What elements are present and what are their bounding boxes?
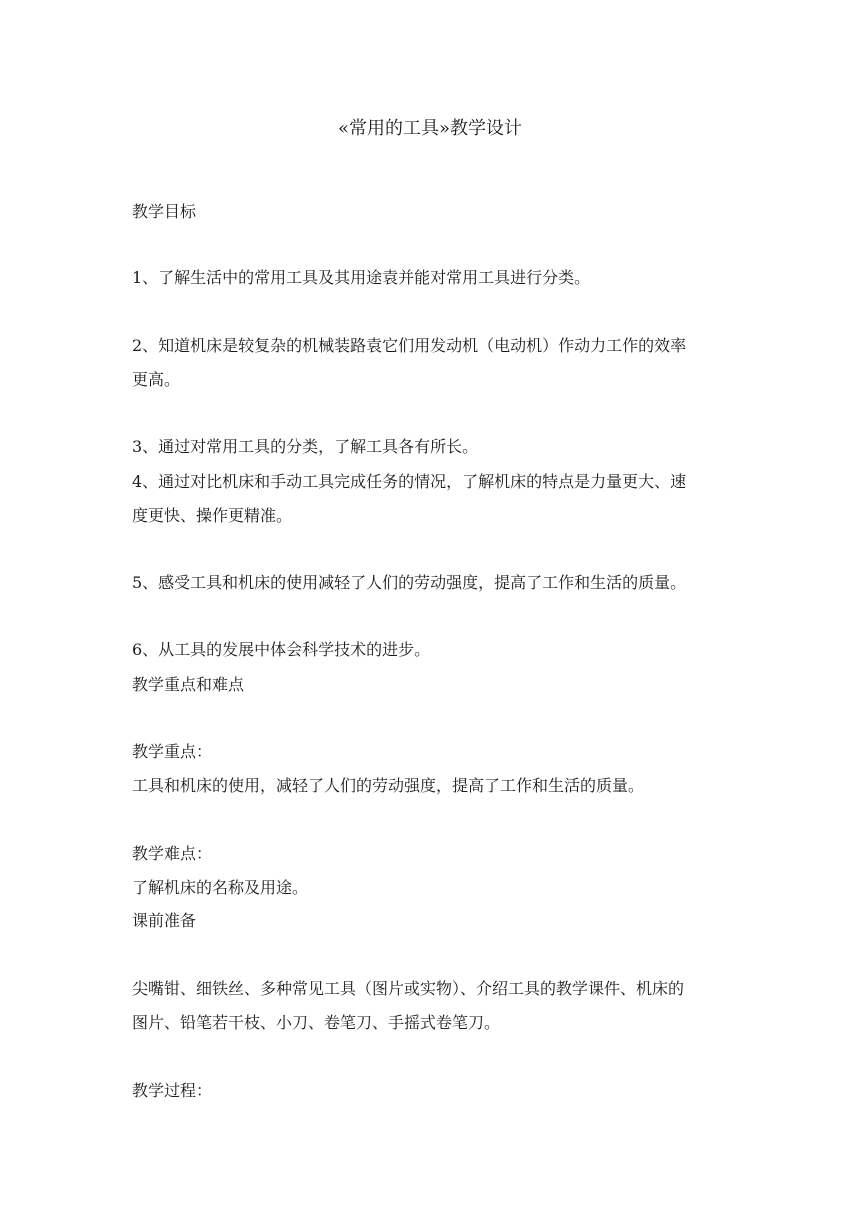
document-title: «常用的工具»教学设计	[337, 118, 523, 139]
objective-1: 1、了解生活中的常用工具及其用途袁并能对常用工具进行分类。	[132, 268, 591, 287]
objective-5: 5、感受工具和机床的使用减轻了人们的劳动强度，提高了工作和生活的质量。	[132, 573, 687, 592]
process-heading: 教学过程：	[132, 1081, 213, 1100]
key-point-text: 工具和机床的使用，减轻了人们的劳动强度，提高了工作和生活的质量。	[132, 776, 645, 795]
objective-2-line-2: 更高。	[132, 370, 181, 389]
objective-6: 6、从工具的发展中体会科学技术的进步。	[132, 640, 431, 659]
preparation-line-2: 图片、铅笔若干枝、小刀、卷笔刀、手摇式卷笔刀。	[132, 1013, 501, 1032]
objective-4-line-1: 4、通过对比机床和手动工具完成任务的情况，了解机床的特点是力量更大、速	[132, 472, 687, 491]
key-point-label: 教学重点：	[132, 742, 213, 761]
objective-2-line-1: 2、知道机床是较复杂的机械装路袁它们用发动机（电动机）作动力工作的效率	[132, 336, 687, 355]
preparation-heading: 课前准备	[132, 911, 197, 930]
difficulty-text: 了解机床的名称及用途。	[132, 878, 309, 897]
difficulty-label: 教学难点：	[132, 844, 213, 863]
preparation-line-1: 尖嘴钳、细铁丝、多种常见工具（图片或实物）、介绍工具的教学课件、机床的	[132, 979, 685, 998]
objectives-heading: 教学目标	[132, 202, 197, 221]
objective-3: 3、通过对常用工具的分类，了解工具各有所长。	[132, 437, 479, 456]
objective-4-line-2: 度更快、操作更精准。	[132, 506, 293, 525]
key-points-heading: 教学重点和难点	[132, 675, 245, 694]
